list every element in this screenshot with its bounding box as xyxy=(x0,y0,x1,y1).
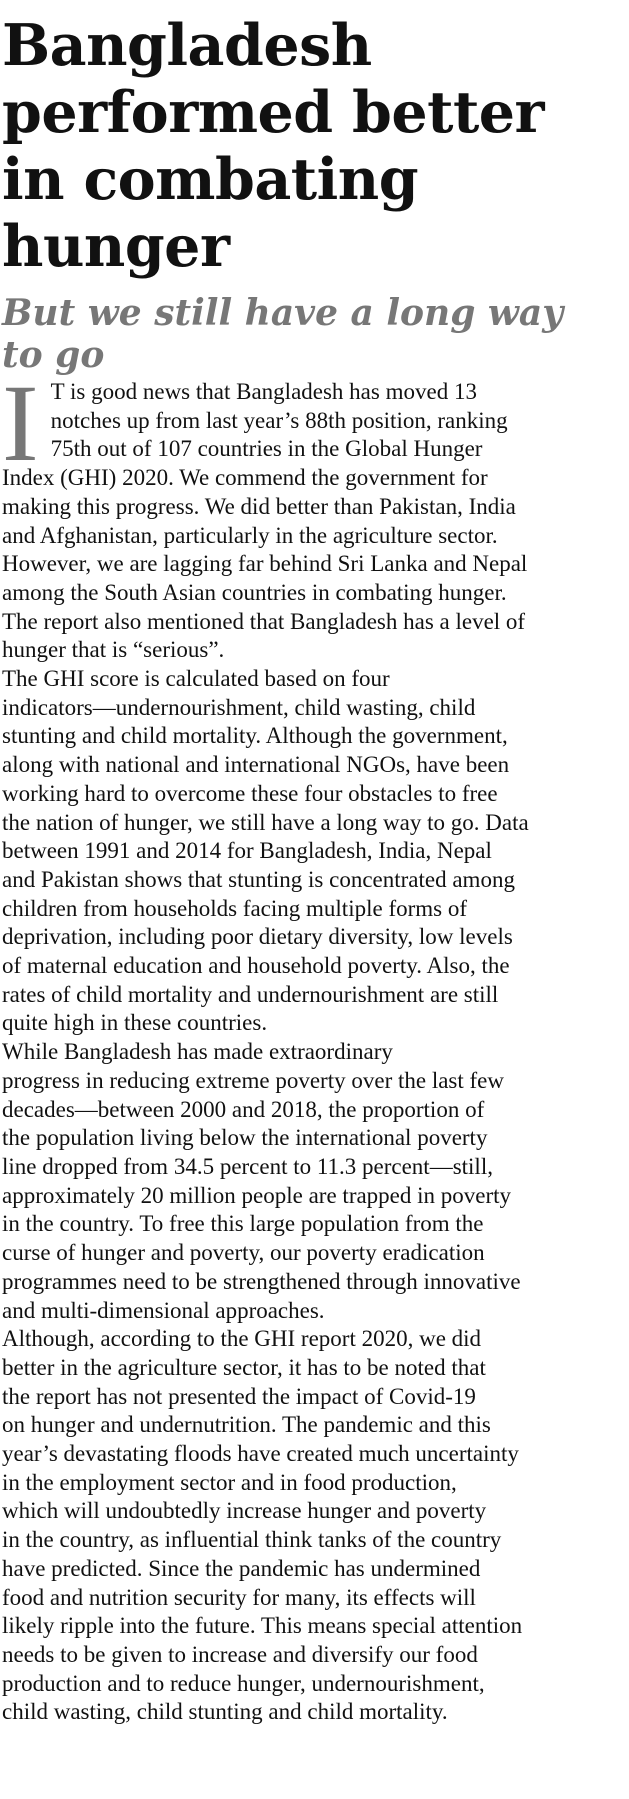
paragraph-1 xyxy=(2,362,625,665)
drop-cap: I xyxy=(2,362,39,484)
paragraph-4: Although, according to the GHI report 2020, we did better in the agriculture sector, it has to be noted that the report has not presented the impact of Covid-19 on hunger and undernutrition. The pandemic and this year’s devastating floods have created much uncertainty in the employment sector and in food production, which will undoubtedly increase hunger and poverty in the country, as influential think tanks of the country have predicted. Since the pandemic has undermined food and nutrition security for many, its effects will likely ripple into the future. This means special attention needs to be given to increase and diversify our food production and to reduce hunger, undernourishment, child wasting, child stunting and child mortality. xyxy=(2,1326,523,1725)
paragraph-3: While Bangladesh has made extraordinary progress in reducing extreme poverty over the last few decades—between 2000 and 2018, the proportion of the population living below the international poverty line dropped from 34.5 percent to 11.3 percent—still, approximately 20 million people are trapped in poverty in the country. To free this large population from the curse of hunger and poverty, our poverty eradication programmes need to be strengthened through innovative and multi-dimensional approaches. xyxy=(2,1039,521,1323)
article-subhead: But we still have a long way to go xyxy=(2,292,564,376)
article-body xyxy=(2,362,625,1727)
paragraph-2: The GHI score is calculated based on four indicators—undernourishment, child wasting, child stunting and child mortality. Although the government, along with national and international NGOs, have been working hard to overcome these four obstacles to free the nation of hunger, we still have a long way to go. Data between 1991 and 2014 for Bangladesh, India, Nepal and Pakistan shows that stunting is concentrated among children from households facing multiple forms of deprivation, including poor dietary diversity, low levels of maternal education and household poverty. Also, the rates of child mortality and undernourishment are still quite high in these countries. xyxy=(2,666,529,1036)
article-headline: Bangladesh performed better in combating hunger xyxy=(2,12,545,280)
paragraph-1-text: T is good news that Bangladesh has moved 13 notches up from last year’s 88th position, ranking 75th out of 107 countries in the Global Hunger Index (GHI) 2020. We commend the government for making this progress. We did better than Pakistan, India and Afghanistan, particularly in the agriculture sector. However, we are lagging far behind Sri Lanka and Nepal among the South Asian countries in combating hunger. The report also mentioned that Bangladesh has a level of hunger that is “serious”. xyxy=(2,379,528,663)
